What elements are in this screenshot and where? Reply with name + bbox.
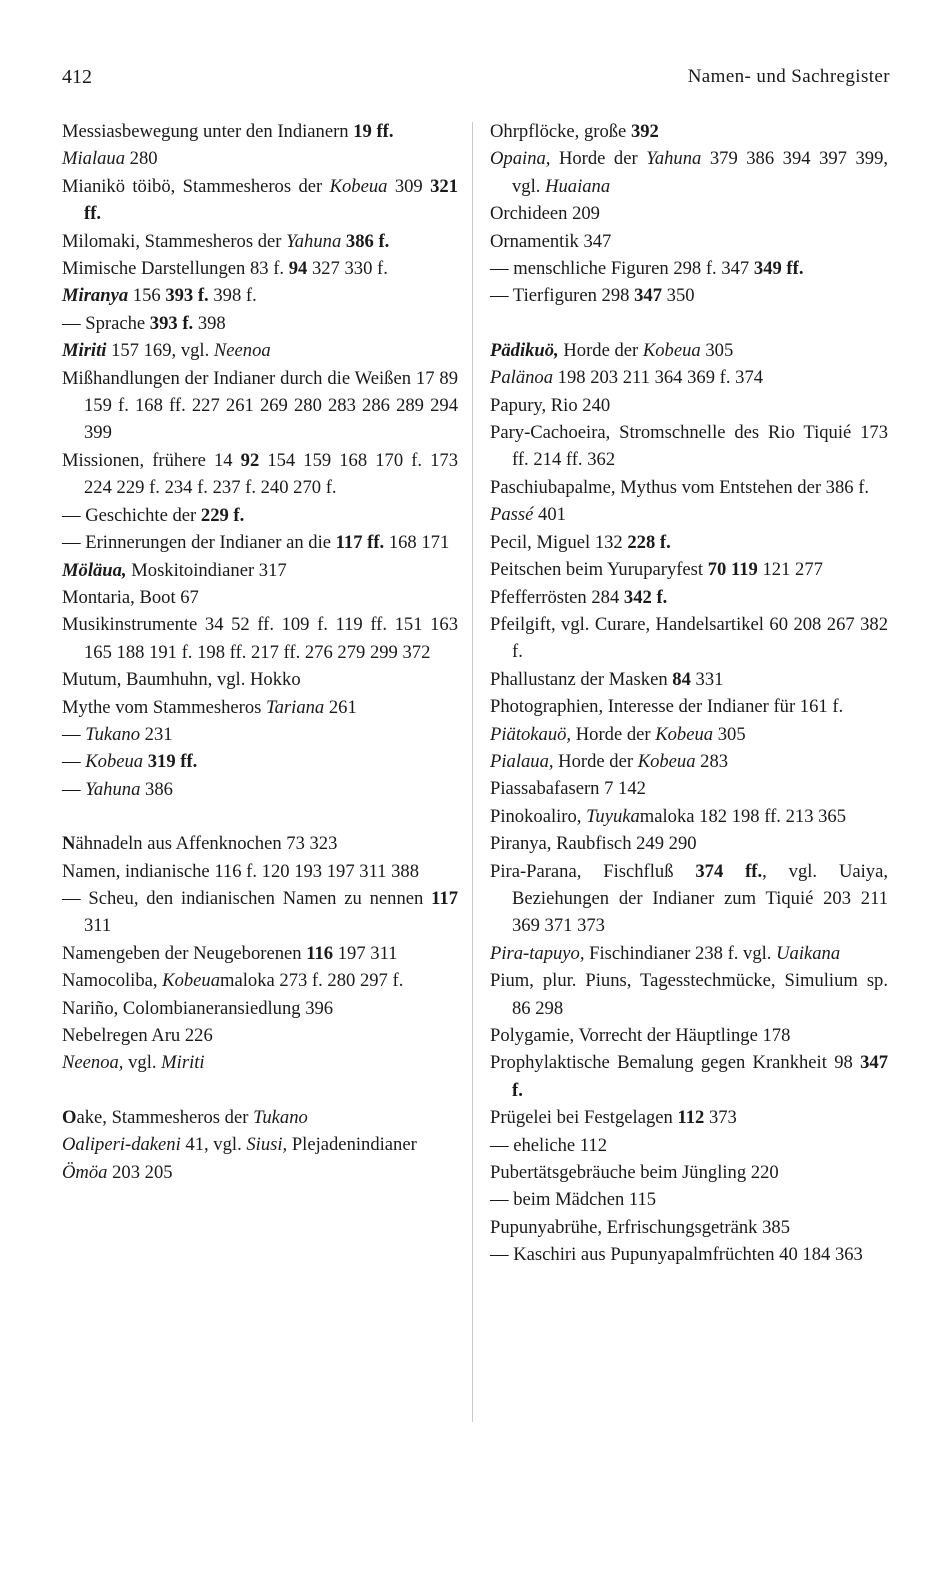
index-entry: Piätokauö, Horde der Kobeua 305 [490, 723, 746, 745]
index-entry: Musikinstrumente 34 52 ff. 109 f. 119 ff. 151 163 165 188 191 f. 198 ff. 217 ff. 276 279 299 372 [62, 614, 458, 663]
index-entry: Nähnadeln aus Affenknochen 73 323 [62, 833, 338, 855]
index-entry: — Erinnerungen der Indianer an die 117 ff. 168 171 [62, 532, 450, 554]
index-entry: Missionen, frühere 14 92 154 159 168 170 f. 173 224 229 f. 234 f. 237 f. 240 270 f. [62, 449, 459, 499]
index-entry: Pira-Parana, Fischfluß 374 ff., vgl. Uaiya, Beziehungen der Indianer zum Tiquié 203 211 369 371 373 [490, 860, 888, 937]
index-entry: — Yahuna 386 [62, 778, 173, 800]
index-entry: — Tierfiguren 298 347 350 [490, 285, 695, 307]
index-entry: Passé 401 [490, 504, 566, 526]
index-entry: — Sprache 393 f. 398 [62, 312, 226, 334]
index-entry: Mianikö töibö, Stammesheros der Kobeua 309 321 ff. [62, 175, 458, 225]
index-entry: Pecil, Miguel 132 228 f. [490, 531, 671, 553]
index-entry: Polygamie, Vorrecht der Häuptlinge 178 [490, 1025, 791, 1046]
index-entry: Pira-tapuyo, Fischindianer 238 f. vgl. Uaikana [490, 942, 841, 964]
index-entry: Mialaua 280 [62, 148, 158, 170]
index-entry: Pialaua, Horde der Kobeua 283 [490, 750, 729, 772]
index-entry: Paschiubapalme, Mythus vom Entstehen der 386 f. [490, 476, 870, 498]
index-entry: Pubertätsgebräuche beim Jüngling 220 [490, 1162, 779, 1184]
index-entry: Pädikuö, Horde der Kobeua 305 [490, 339, 734, 361]
index-entry: Namen, indianische 116 f. 120 193 197 311 388 [62, 860, 420, 882]
index-entry: Piassabafasern 7 142 [490, 778, 646, 800]
index-entry: Phallustanz der Masken 84 331 [490, 668, 724, 690]
index-entry: Photographien, Interesse der Indianer für 161 f. [490, 696, 844, 718]
index-entry: — Tukano 231 [62, 723, 173, 745]
index-entry: Orchideen 209 [490, 203, 600, 225]
index-entry: Papury, Rio 240 [490, 394, 611, 416]
page-number: 412 [62, 66, 92, 88]
index-entry: — Kaschiri aus Pupunyapalmfrüchten 40 184 363 [490, 1244, 863, 1266]
index-entry: Opaina, Horde der Yahuna 379 386 394 397 399, vgl. Huaiana [490, 148, 889, 197]
index-entry: Mißhandlungen der Indianer durch die Weißen 17 89 159 f. 168 ff. 227 261 269 280 283 286 289 294 399 [62, 367, 458, 444]
index-entry: Neenoa, vgl. Miriti [62, 1052, 205, 1074]
index-entry: Oaliperi-dakeni 41, vgl. Siusi, Plejadenindianer [62, 1134, 417, 1156]
index-entry: Montaria, Boot 67 [62, 586, 199, 608]
index-entry: — Scheu, den indianischen Namen zu nennen 117 311 [62, 887, 458, 937]
index-entry: Pary-Cachoeira, Stromschnelle des Rio Tiquié 173 ff. 214 ff. 362 [490, 422, 888, 471]
index-entry: Nariño, Colombianeransiedlung 396 [62, 997, 334, 1019]
index-entry: Messiasbewegung unter den Indianern 19 ff. [62, 121, 394, 142]
index-entry: Milomaki, Stammesheros der Yahuna 386 f. [62, 230, 390, 252]
index-entry: Piranya, Raubfisch 249 290 [490, 833, 697, 855]
index-entry: Mutum, Baumhuhn, vgl. Hokko [62, 669, 301, 691]
index-entry: Nebelregen Aru 226 [62, 1025, 213, 1046]
index-entry: Pium, plur. Piuns, Tagesstechmücke, Simulium sp. 86 298 [490, 970, 888, 1019]
section-gap [62, 1077, 458, 1104]
index-entry: Ohrpflöcke, große 392 [490, 121, 659, 142]
index-entry: — eheliche 112 [490, 1134, 608, 1156]
index-entry: Namocoliba, Kobeuamaloka 273 f. 280 297 f. [62, 970, 404, 992]
index-entry: Ömöa 203 205 [62, 1161, 173, 1183]
index-entry: — Kobeua 319 ff. [62, 751, 198, 773]
index-entry: — menschliche Figuren 298 f. 347 349 ff. [490, 258, 804, 280]
index-entry: Ornamentik 347 [490, 230, 612, 252]
index-entry: Namengeben der Neugeborenen 116 197 311 [62, 942, 398, 964]
index-entry: Miranya 156 393 f. 398 f. [62, 285, 257, 307]
index-entry: Mythe vom Stammesheros Tariana 261 [62, 696, 357, 718]
index-column-right [490, 118, 888, 1269]
running-title: Namen- und Sachregister [687, 66, 890, 87]
index-entry: — Geschichte der 229 f. [62, 504, 245, 526]
index-entry: Möläua, Moskitoindianer 317 [62, 559, 287, 581]
index-entry: Prügelei bei Festgelagen 112 373 [490, 1107, 737, 1129]
index-entry: Pupunyabrühe, Erfrischungsgetränk 385 [490, 1216, 791, 1238]
index-column-left [62, 118, 458, 1186]
index-entry: — beim Mädchen 115 [490, 1189, 657, 1211]
index-entry: Oake, Stammesheros der Tukano [62, 1106, 308, 1128]
index-entry: Palänoa 198 203 211 364 369 f. 374 [490, 367, 764, 389]
section-gap [62, 803, 458, 830]
section-gap [490, 310, 888, 337]
index-entry: Pfeilgift, vgl. Curare, Handelsartikel 60 208 267 382 f. [490, 613, 888, 663]
index-entry: Mimische Darstellungen 83 f. 94 327 330 f. [62, 258, 388, 280]
index-entry: Miriti 157 169, vgl. Neenoa [62, 340, 271, 362]
index-entry: Pfefferrösten 284 342 f. [490, 586, 668, 608]
column-divider [472, 122, 473, 1422]
index-entry: Prophylaktische Bemalung gegen Krankheit 98 347 f. [490, 1052, 888, 1101]
index-entry: Pinokoaliro, Tuyukamaloka 182 198 ff. 213 365 [490, 805, 847, 827]
index-entry: Peitschen beim Yuruparyfest 70 119 121 277 [490, 559, 823, 581]
